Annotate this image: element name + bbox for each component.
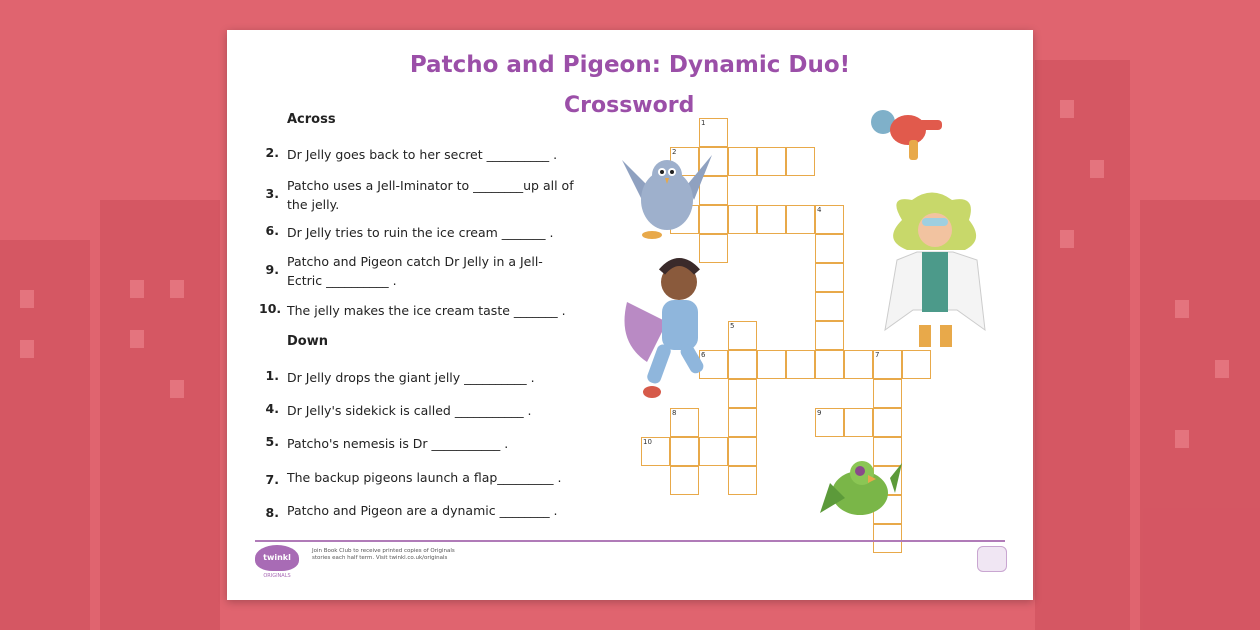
background-window	[130, 280, 144, 298]
twinkl-small-logo	[977, 546, 1007, 572]
clue-text: Patcho and Pigeon are a dynamic ________ .	[287, 503, 558, 518]
background-window	[1215, 360, 1229, 378]
grid-cell[interactable]	[786, 350, 815, 379]
clue-text: Patcho and Pigeon catch Dr Jelly in a Jell-Ectric __________ .	[287, 254, 543, 288]
background-building	[1035, 60, 1130, 630]
clue-across-9	[259, 252, 589, 292]
down-heading: Down	[287, 334, 328, 349]
clue-down-5	[259, 434, 589, 454]
clue-across-2	[259, 145, 589, 165]
background-window	[1090, 160, 1104, 178]
clue-across-6	[259, 223, 589, 243]
grid-cell[interactable]	[728, 437, 757, 466]
grid-cell[interactable]	[757, 147, 786, 176]
background-window	[1060, 230, 1074, 248]
grid-clue-number: 10	[643, 438, 652, 446]
grid-cell[interactable]	[699, 437, 728, 466]
clue-number: 5.	[265, 434, 279, 449]
grid-cell[interactable]	[670, 466, 699, 495]
footer-divider	[255, 540, 1005, 542]
background-window	[20, 290, 34, 308]
clue-down-1	[259, 368, 589, 388]
grid-cell[interactable]	[815, 350, 844, 379]
clue-text: Dr Jelly drops the giant jelly __________ .	[287, 370, 535, 385]
patcho-hero-illustration	[617, 252, 735, 407]
green-parrot-illustration	[820, 453, 902, 523]
grid-cell[interactable]	[873, 379, 902, 408]
grid-cell[interactable]	[873, 524, 902, 553]
grid-cell[interactable]	[728, 205, 757, 234]
worksheet-title: Patcho and Pigeon: Dynamic Duo!	[409, 52, 851, 78]
clue-down-7	[259, 468, 589, 488]
clue-across-10	[259, 301, 589, 321]
crossword-worksheet	[227, 30, 1033, 600]
grid-cell[interactable]	[728, 408, 757, 437]
grid-cell[interactable]	[815, 263, 844, 292]
clue-down-4	[259, 401, 589, 421]
ray-gun-illustration	[863, 102, 945, 164]
grid-cell[interactable]	[757, 350, 786, 379]
background-window	[130, 330, 144, 348]
grid-cell[interactable]	[815, 321, 844, 350]
twinkl-originals-logo	[255, 545, 299, 571]
background-building	[1140, 200, 1260, 630]
grid-cell[interactable]	[670, 437, 699, 466]
pigeon-illustration	[612, 140, 722, 245]
grid-cell[interactable]	[728, 466, 757, 495]
clue-number: 6.	[265, 223, 279, 238]
clue-text: Patcho's nemesis is Dr ___________ .	[287, 436, 509, 451]
clue-number: 2.	[265, 145, 279, 160]
clue-number: 7.	[265, 472, 279, 487]
background-building	[0, 240, 90, 630]
grid-clue-number: 8	[672, 409, 677, 417]
background-window	[1175, 300, 1189, 318]
grid-cell[interactable]	[728, 147, 757, 176]
background-window	[1060, 100, 1074, 118]
clue-number: 3.	[265, 186, 279, 201]
grid-cell[interactable]	[873, 408, 902, 437]
background-window	[1175, 430, 1189, 448]
dr-jelly-illustration	[877, 190, 992, 355]
clue-text: The jelly makes the ice cream taste _______ .	[287, 303, 566, 318]
grid-cell[interactable]	[844, 350, 873, 379]
clue-down-8	[259, 501, 589, 521]
clue-text: Patcho uses a Jell-Iminator to ________up all of the jelly.	[287, 178, 574, 212]
grid-cell[interactable]	[786, 147, 815, 176]
grid-cell[interactable]	[786, 205, 815, 234]
background-window	[20, 340, 34, 358]
worksheet-subtitle: Crossword	[564, 93, 695, 118]
grid-cell[interactable]	[844, 408, 873, 437]
clue-text: The backup pigeons launch a flap_________ .	[287, 470, 562, 485]
grid-cell[interactable]	[757, 205, 786, 234]
clue-text: Dr Jelly tries to ruin the ice cream _______ .	[287, 225, 554, 240]
grid-cell[interactable]	[815, 234, 844, 263]
background-building	[100, 200, 220, 630]
logo-subtext: ORIGINALS	[263, 573, 291, 579]
grid-clue-number: 1	[701, 119, 706, 127]
grid-clue-number: 9	[817, 409, 822, 417]
background-window	[170, 380, 184, 398]
clue-number: 4.	[265, 401, 279, 416]
clue-number: 9.	[265, 262, 279, 277]
grid-clue-number: 2	[672, 148, 677, 156]
clue-number: 1.	[265, 368, 279, 383]
grid-clue-number: 7	[875, 351, 880, 359]
grid-clue-number: 6	[701, 351, 706, 359]
footer-note: Join Book Club to receive printed copies of Originals stories each half term. Visit twinkl.co.uk/originals	[312, 548, 455, 561]
clue-number: 10.	[259, 301, 282, 316]
grid-cell[interactable]	[728, 379, 757, 408]
grid-cell[interactable]	[815, 292, 844, 321]
background-window	[170, 280, 184, 298]
clue-across-3	[259, 176, 589, 216]
clue-number: 8.	[265, 505, 279, 520]
logo-text: twinkl	[263, 553, 291, 562]
across-heading: Across	[287, 112, 336, 127]
grid-clue-number: 4	[817, 206, 822, 214]
grid-clue-number: 5	[730, 322, 735, 330]
clue-text: Dr Jelly's sidekick is called ___________ .	[287, 403, 532, 418]
grid-cell[interactable]	[728, 350, 757, 379]
clue-text: Dr Jelly goes back to her secret __________ .	[287, 147, 558, 162]
